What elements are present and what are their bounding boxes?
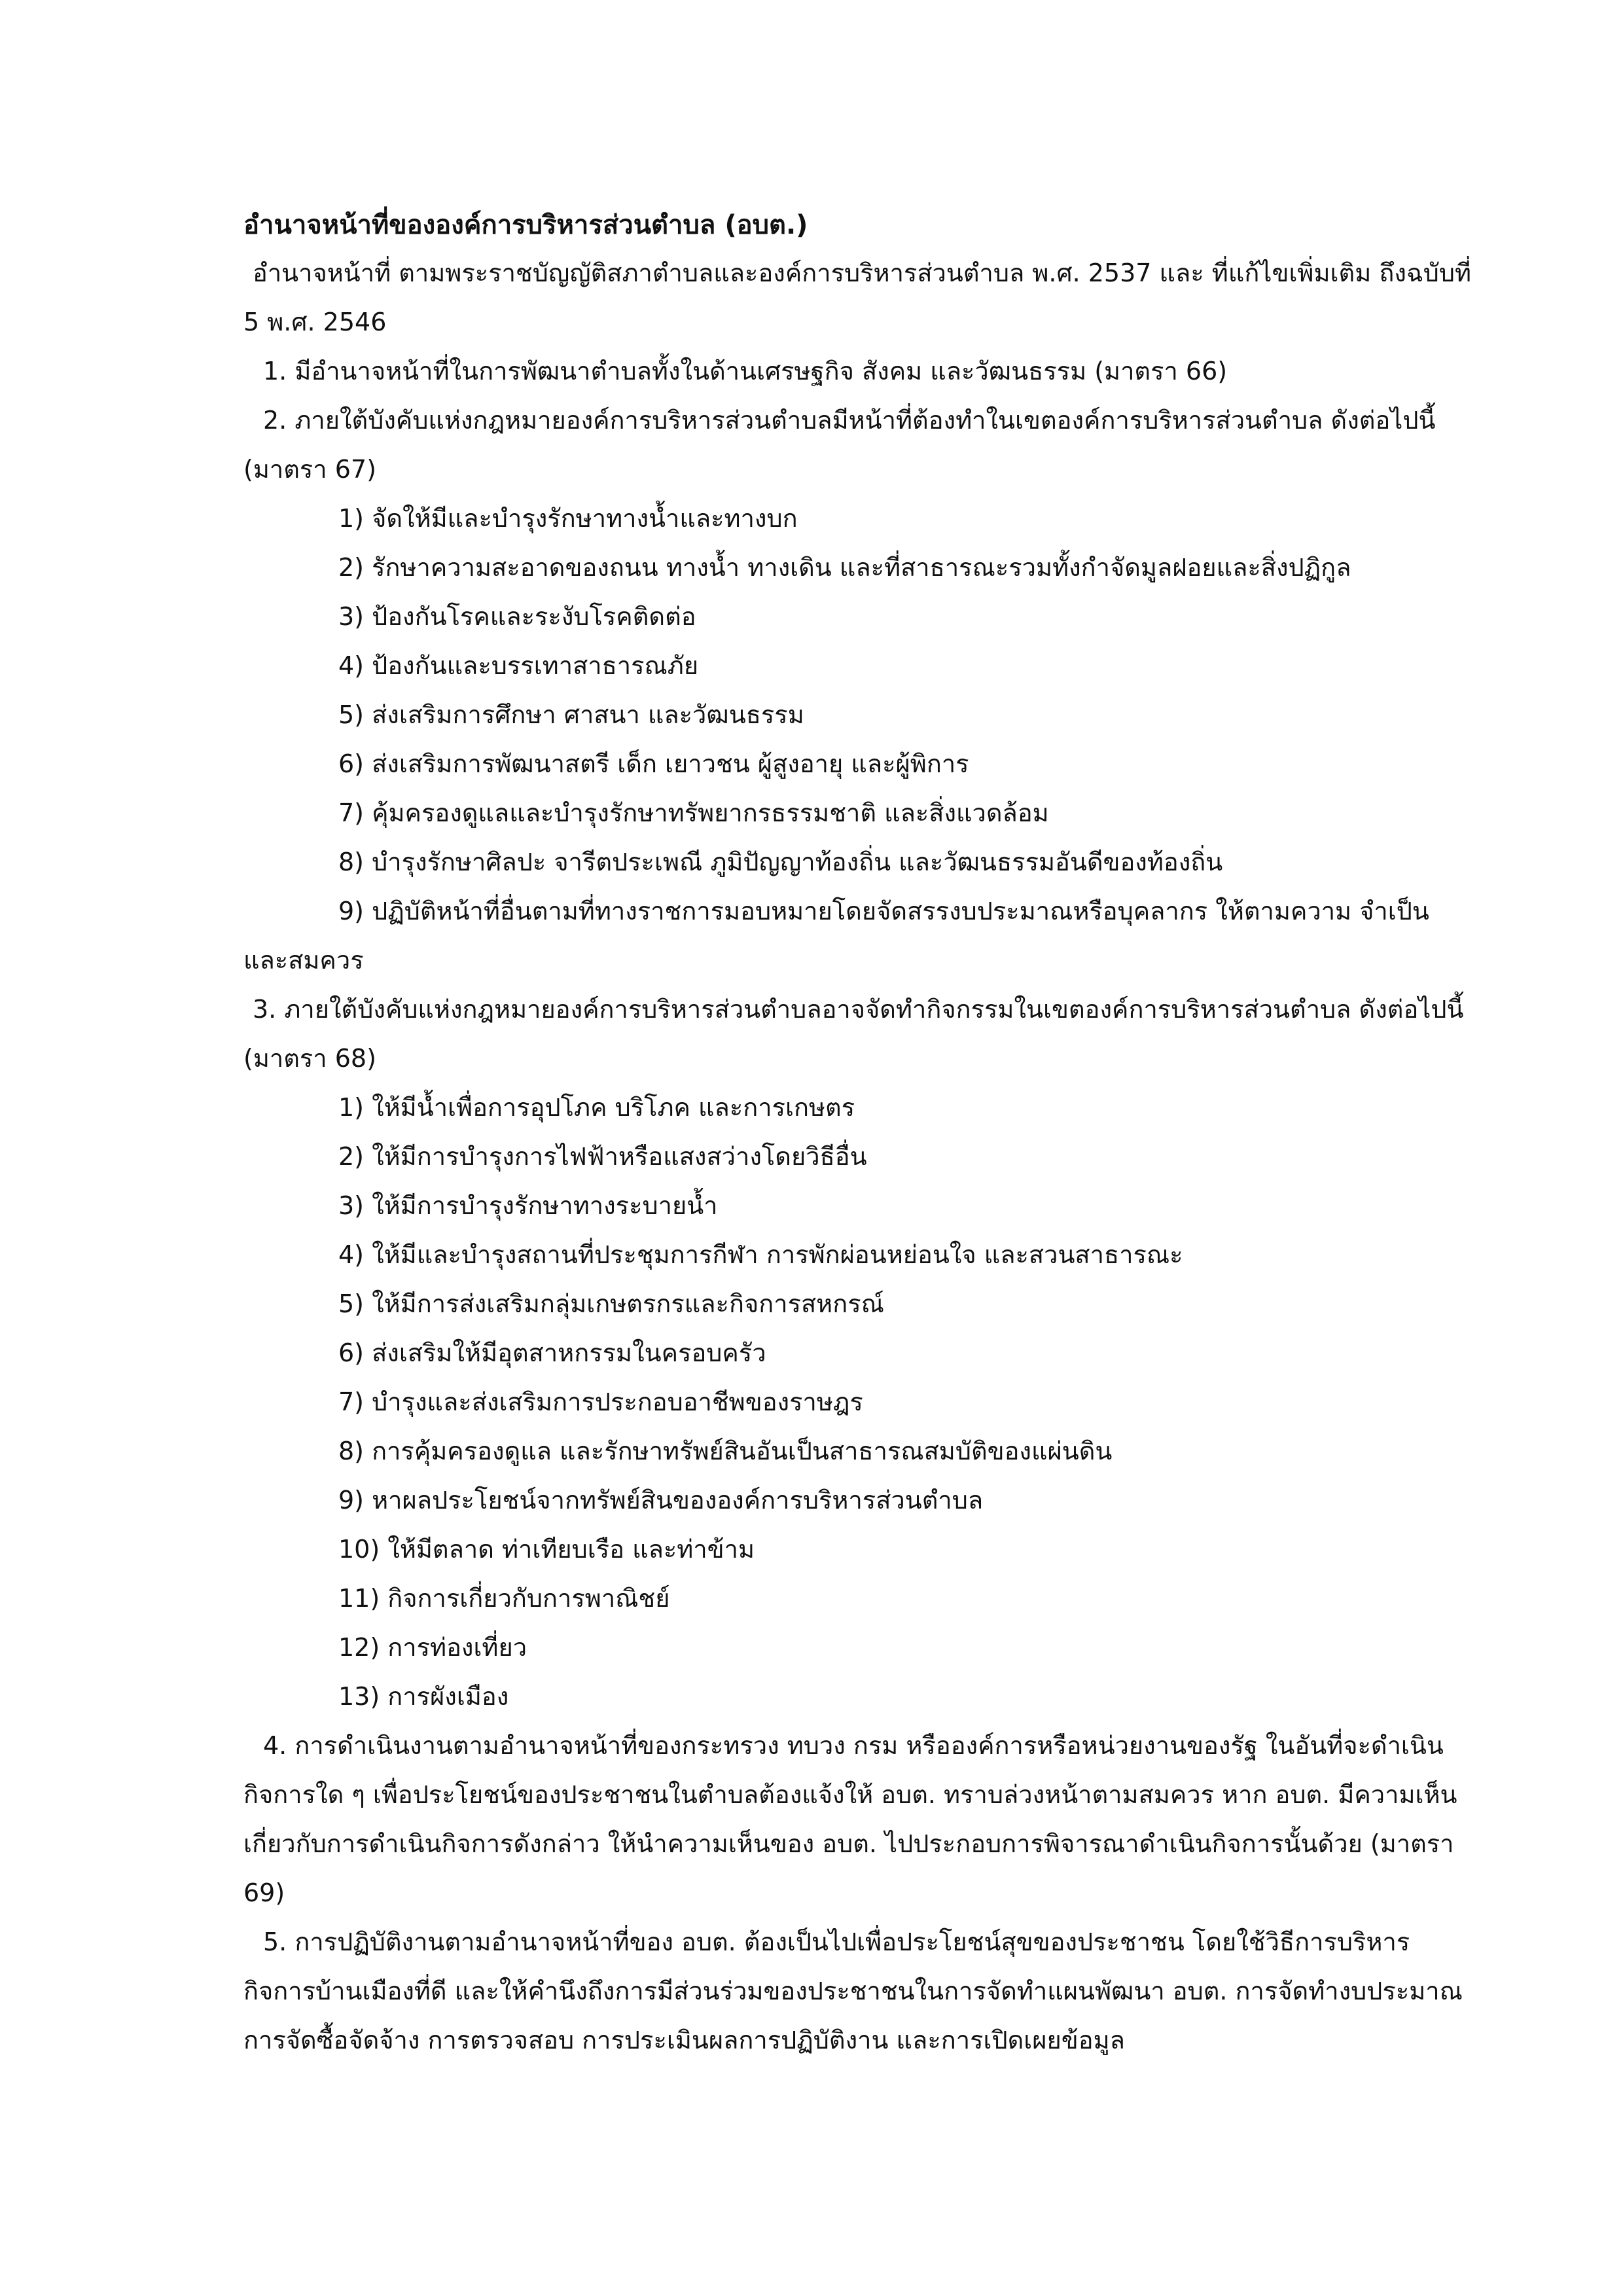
list-item: 6) ส่งเสริมให้มีอุตสาหกรรมในครอบครัว [338, 1338, 766, 1367]
list-item: 6) ส่งเสริมการพัฒนาสตรี เด็ก เยาวชน ผู้สูงอายุ และผู้พิการ [338, 749, 969, 778]
intro-paragraph: อำนาจหน้าที่ ตามพระราชบัญญัติสภาตำบลและองค์การบริหารส่วนตำบล พ.ศ. 2537 และ ที่แก้ไขเพิ่มเติม ถึงฉบับที่ 5 พ.ศ. 2546 [243, 259, 1472, 336]
list-item: 8) การคุ้มครองดูแล และรักษาทรัพย์สินอันเป็นสาธารณสมบัติของแผ่นดิน [338, 1437, 1113, 1465]
section-2: 2. ภายใต้บังคับแห่งกฎหมายองค์การบริหารส่วนตำบลมีหน้าที่ต้องทำในเขตองค์การบริหารส่วนตำบล ดังต่อไปนี้ (มาตรา 67) [243, 406, 1436, 484]
list-item: 9) ปฏิบัติหน้าที่อื่นตามที่ทางราชการมอบหมายโดยจัดสรรงบประมาณหรือบุคลากร ให้ตามความ จำเป็นและสมควร [243, 897, 1429, 975]
list-item: 12) การท่องเที่ยว [338, 1633, 527, 1662]
list-item: 10) ให้มีตลาด ท่าเทียบเรือ และท่าข้าม [338, 1535, 755, 1564]
section-4: 4. การดำเนินงานตามอำนาจหน้าที่ของกระทรวง ทบวง กรม หรือองค์การหรือหน่วยงานของรัฐ ในอันที่จะดำเนินกิจการใด ๆ เพื่อประโยชน์ของประชาชนในตำบลต้องแจ้งให้ อบต. ทราบล่วงหน้าตามสมควร หาก อบต. มีความเห็นเกี่ยวกับการดำเนินกิจการดังกล่าว ให้นำความเห็นของ อบต. ไปประกอบการพิจารณาดำเนินกิจการนั้นด้วย (มาตรา 69) [243, 1731, 1457, 1907]
list-item: 11) กิจการเกี่ยวกับการพาณิชย์ [338, 1584, 670, 1613]
list-item: 5) ให้มีการส่งเสริมกลุ่มเกษตรกรและกิจการสหกรณ์ [338, 1289, 884, 1318]
list-item: 1) จัดให้มีและบำรุงรักษาทางน้ำและทางบก [338, 504, 798, 533]
list-item: 5) ส่งเสริมการศึกษา ศาสนา และวัฒนธรรม [338, 700, 804, 729]
list-item: 3) ให้มีการบำรุงรักษาทางระบายน้ำ [338, 1191, 718, 1220]
section-2-list [243, 494, 1474, 985]
document-title: อำนาจหน้าที่ขององค์การบริหารส่วนตำบล (อบต.) [243, 210, 808, 240]
list-item: 2) ให้มีการบำรุงการไฟฟ้าหรือแสงสว่างโดยวิธีอื่น [338, 1142, 867, 1171]
section-1: 1. มีอำนาจหน้าที่ในการพัฒนาตำบลทั้งในด้านเศรษฐกิจ สังคม และวัฒนธรรม (มาตรา 66) [263, 357, 1228, 386]
list-item: 9) หาผลประโยชน์จากทรัพย์สินขององค์การบริหารส่วนตำบล [338, 1486, 984, 1515]
section-3: 3. ภายใต้บังคับแห่งกฎหมายองค์การบริหารส่วนตำบลอาจจัดทำกิจกรรมในเขตองค์การบริหารส่วนตำบล ดังต่อไปนี้ (มาตรา 68) [243, 995, 1464, 1073]
list-item: 7) คุ้มครองดูแลและบำรุงรักษาทรัพยากรธรรมชาติ และสิ่งแวดล้อม [338, 798, 1049, 827]
list-item: 4) ป้องกันและบรรเทาสาธารณภัย [338, 651, 699, 680]
list-item: 1) ให้มีน้ำเพื่อการอุปโภค บริโภค และการเกษตร [338, 1093, 855, 1122]
list-item: 4) ให้มีและบำรุงสถานที่ประชุมการกีฬา การพักผ่อนหย่อนใจ และสวนสาธารณะ [338, 1240, 1183, 1269]
list-item: 2) รักษาความสะอาดของถนน ทางน้ำ ทางเดิน และที่สาธารณะรวมทั้งกำจัดมูลฝอยและสิ่งปฏิกูล [338, 553, 1351, 582]
list-item: 8) บำรุงรักษาศิลปะ จารีตประเพณี ภูมิปัญญาท้องถิ่น และวัฒนธรรมอันดีของท้องถิ่น [338, 848, 1223, 876]
section-3-list [243, 1083, 1474, 1721]
document-page [243, 204, 1474, 2065]
list-item: 13) การผังเมือง [338, 1682, 509, 1711]
section-5: 5. การปฏิบัติงานตามอำนาจหน้าที่ของ อบต. ต้องเป็นไปเพื่อประโยชน์สุขของประชาชน โดยใช้วิธีการบริหารกิจการบ้านเมืองที่ดี และให้คำนึงถึงการมีส่วนร่วมของประชาชนในการจัดทำแผนพัฒนา อบต. การจัดทำงบประมาณ การจัดซื้อจัดจ้าง การตรวจสอบ การประเมินผลการปฏิบัติงาน และการเปิดเผยข้อมูล [243, 1928, 1463, 2054]
list-item: 3) ป้องกันโรคและระงับโรคติดต่อ [338, 602, 696, 631]
list-item: 7) บำรุงและส่งเสริมการประกอบอาชีพของราษฎร [338, 1388, 863, 1416]
